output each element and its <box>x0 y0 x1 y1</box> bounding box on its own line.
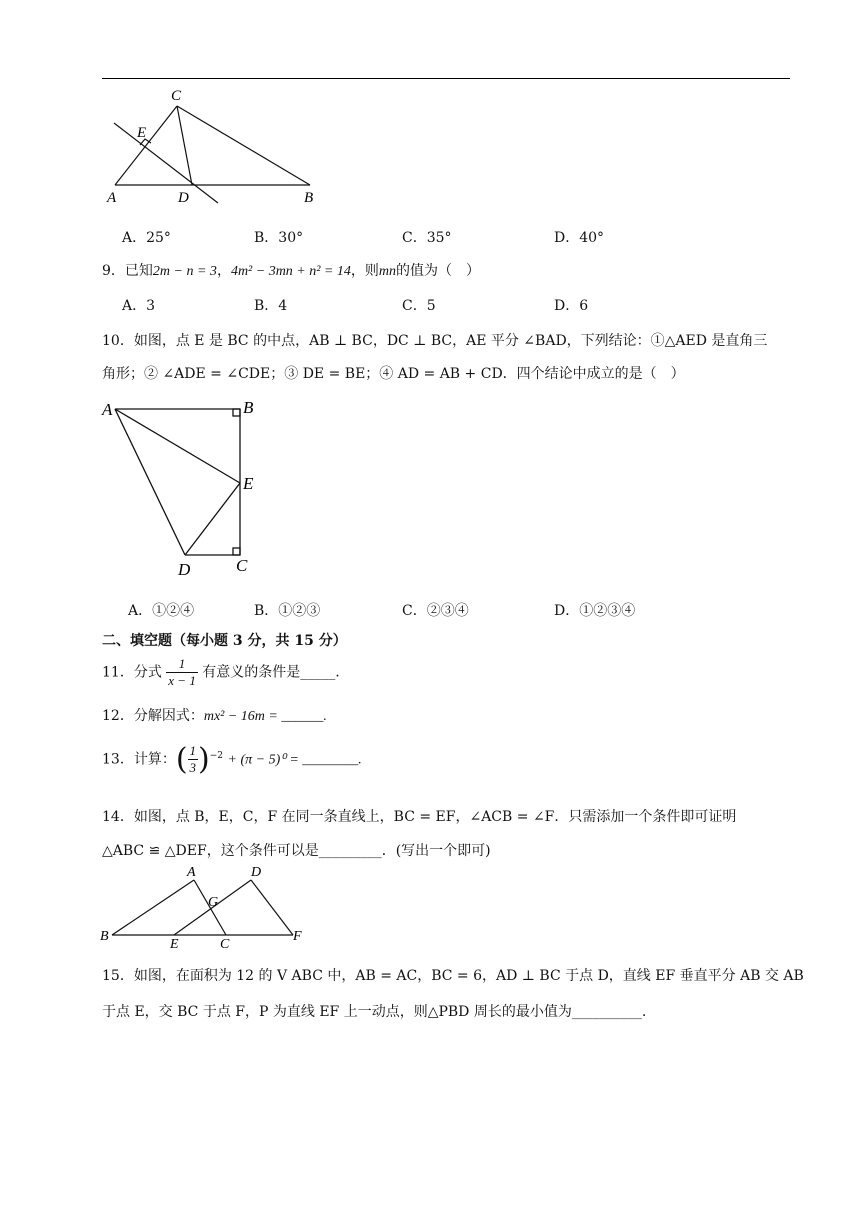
q9-sep: ， <box>216 263 231 279</box>
q10-option-a[interactable]: A．①②④ <box>128 603 195 619</box>
q11-prefix: 11．分式 <box>102 664 162 681</box>
right-angle-c <box>233 548 240 555</box>
q10-option-d[interactable]: D．①②③④ <box>554 603 636 619</box>
label-a: A <box>102 400 113 419</box>
label-e: E <box>243 474 254 493</box>
label-b: B <box>304 190 314 206</box>
q13-denominator: 3 <box>189 760 197 775</box>
q10-option-b[interactable]: B．①②③ <box>254 603 321 619</box>
q12-expression: mx² − 16m = ______. <box>203 709 327 724</box>
label-a: A <box>107 190 117 206</box>
segment-ae <box>115 409 240 483</box>
label-g: G <box>208 895 219 910</box>
q9-eq2: 4m² − 3mn + n² = 14 <box>230 264 351 279</box>
label-a: A <box>187 865 196 880</box>
q15-line1: 15．如图，在面积为 12 的 V ABC 中，AB = AC，BC = 6，AD ⊥ BC 于点 D，直线 EF 垂直平分 AB 交 AB <box>102 968 804 984</box>
q15-line2: 于点 E，交 BC 于点 F，P 为直线 EF 上一动点，则△PBD 周长的最小值为__________. <box>102 1004 647 1020</box>
segment-ab <box>112 880 194 935</box>
q9-option-c[interactable]: C．5 <box>402 298 436 314</box>
q13-fraction <box>188 743 199 776</box>
q11-numerator: 1 <box>166 656 198 673</box>
label-c: C <box>171 88 182 104</box>
q11-fraction <box>166 656 198 689</box>
q11-suffix: 有意义的条件是_____. <box>202 664 340 681</box>
q10-option-c[interactable]: C．②③④ <box>402 603 469 619</box>
q9-eq1: 2m − n = 3 <box>152 264 217 279</box>
segment-df <box>251 880 293 935</box>
segment-ac <box>115 106 177 185</box>
label-c: C <box>220 937 230 952</box>
label-e: E <box>137 125 147 141</box>
header-rule <box>102 78 790 79</box>
q13-rest: + (π − 5)⁰ = ________. <box>227 752 362 768</box>
q8-option-c[interactable]: C．35° <box>402 230 452 246</box>
q10-line2: 角形；② ∠ADE = ∠CDE；③ DE = BE；④ AD = AB + CD．四个结论中成立的是（ ） <box>102 366 685 382</box>
q9-question <box>102 260 480 280</box>
q9-number: 9． <box>102 263 125 279</box>
label-b: B <box>100 929 109 944</box>
q13-numerator: 1 <box>189 743 197 758</box>
section-fill-in-heading: 二、填空题（每小题 3 分，共 15 分） <box>102 633 347 649</box>
q13-exponent: −2 <box>209 750 224 761</box>
q10-line1: 10．如图，点 E 是 BC 的中点，AB ⊥ BC，DC ⊥ BC，AE 平分 ∠BAD，下列结论：①△AED 是直角三 <box>102 333 768 349</box>
label-d: D <box>251 865 262 880</box>
figure-q14 <box>98 862 313 954</box>
right-angle-b <box>233 409 240 416</box>
q13-prefix: 13．计算： <box>102 751 176 768</box>
q13-question <box>102 742 362 777</box>
label-c: C <box>236 556 248 575</box>
q9-mid: ，则 <box>350 263 379 279</box>
q9-prefix: 已知 <box>124 263 153 279</box>
q11-denominator: x − 1 <box>168 673 196 688</box>
line-ed <box>114 123 218 203</box>
q14-line1: 14．如图，点 B，E，C，F 在同一条直线上，BC = EF，∠ACB = ∠F．只需添加一个条件即可证明 <box>102 809 737 825</box>
segment-ad <box>115 409 185 555</box>
q9-suffix: 的值为（ ） <box>396 263 481 279</box>
label-d: D <box>178 560 191 579</box>
q8-option-b[interactable]: B．30° <box>254 230 304 246</box>
q14-line2: △ABC ≌ △DEF，这个条件可以是_________．(写出一个即可) <box>102 843 491 859</box>
q12-prefix: 12．分解因式： <box>102 708 204 724</box>
q8-option-a[interactable]: A．25° <box>122 230 171 246</box>
figure-q10 <box>100 395 270 580</box>
q11-question <box>102 656 340 689</box>
q9-var: mn <box>378 264 397 279</box>
q13-left-paren: ( <box>175 742 188 777</box>
segment-de <box>185 483 240 555</box>
q13-right-paren: ) <box>198 742 210 777</box>
q9-option-b[interactable]: B．4 <box>254 298 288 314</box>
segment-cb <box>177 106 310 185</box>
figure-q8 <box>100 85 330 210</box>
q12-question <box>102 705 327 725</box>
label-e: E <box>170 937 179 952</box>
q9-option-a[interactable]: A．3 <box>122 298 156 314</box>
q8-option-d[interactable]: D．40° <box>554 230 605 246</box>
label-b: B <box>243 398 254 417</box>
q9-option-d[interactable]: D．6 <box>554 298 589 314</box>
label-d: D <box>178 190 189 206</box>
label-f: F <box>293 929 302 944</box>
